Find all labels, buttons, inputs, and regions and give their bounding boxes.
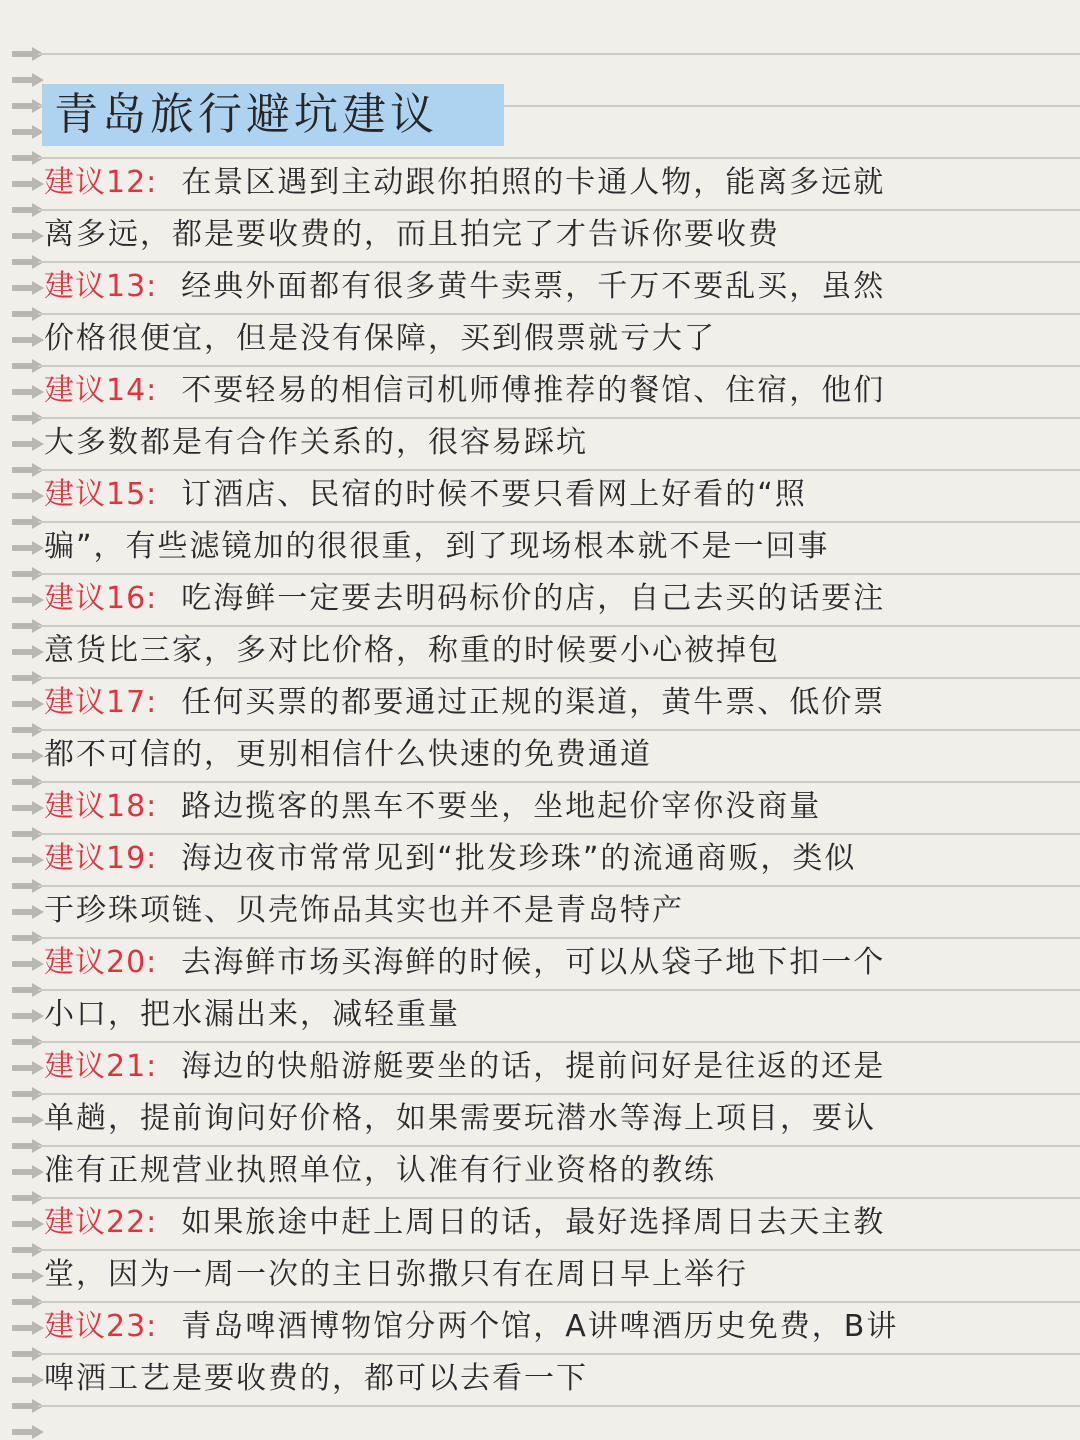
tip-text: 大多数都是有合作关系的，很容易踩坑	[44, 425, 588, 460]
tip-continuation-line	[44, 625, 780, 677]
tip-first-line	[44, 365, 885, 417]
binding-arrow-icon	[12, 1373, 46, 1387]
tip-continuation-line	[44, 1249, 748, 1301]
tip-text: 在景区遇到主动跟你拍照的卡通人物，能离多远就	[181, 165, 886, 200]
tip-text: 小口，把水漏出来，减轻重量	[44, 997, 460, 1032]
tip-text: 海边的快船游艇要坐的话，提前问好是往返的还是	[181, 1049, 886, 1084]
tip-label: 建议16:	[44, 581, 158, 616]
tip-text: 单趟，提前询问好价格，如果需要玩潜水等海上项目，要认	[44, 1101, 876, 1136]
tip-label: 建议15:	[44, 477, 158, 512]
tip-text: 意货比三家，多对比价格，称重的时候要小心被掉包	[44, 633, 780, 668]
binding-arrow-icon	[12, 73, 46, 87]
binding-arrow-icon	[12, 281, 46, 295]
tip-continuation-line	[44, 989, 460, 1041]
tip-label: 建议12:	[44, 165, 158, 200]
tip-label: 建议20:	[44, 945, 158, 980]
tip-first-line	[44, 781, 821, 833]
tip-first-line	[44, 1041, 885, 1093]
tip-label: 建议13:	[44, 269, 158, 304]
binding-arrow-icon	[12, 541, 46, 555]
tip-continuation-line	[44, 1145, 716, 1197]
tip-text: 啤酒工艺是要收费的，都可以去看一下	[44, 1361, 588, 1396]
binding-arrow-icon	[12, 437, 46, 451]
page-title: 青岛旅行避坑建议	[54, 89, 438, 140]
binding-arrow-icon	[12, 1113, 46, 1127]
tip-text: 路边揽客的黑车不要坐，坐地起价宰你没商量	[181, 789, 822, 824]
ruled-line	[38, 53, 1080, 55]
tip-text: 离多远，都是要收费的，而且拍完了才告诉你要收费	[44, 217, 780, 252]
binding-arrow-icon	[12, 1321, 46, 1335]
binding-arrow-icon	[12, 1165, 46, 1179]
tip-continuation-line	[44, 1353, 588, 1405]
tip-text: 不要轻易的相信司机师傅推荐的餐馆、住宿，他们	[181, 373, 886, 408]
tip-first-line	[44, 1301, 898, 1353]
tip-text: 青岛啤酒博物馆分两个馆，A讲啤酒历史免费，B讲	[181, 1309, 899, 1344]
tip-text: 任何买票的都要通过正规的渠道，黄牛票、低价票	[181, 685, 886, 720]
tip-text: 去海鲜市场买海鲜的时候，可以从袋子地下扣一个	[181, 945, 886, 980]
binding-arrow-icon	[12, 853, 46, 867]
tip-label: 建议14:	[44, 373, 158, 408]
tip-first-line	[44, 157, 885, 209]
ruled-line	[38, 1405, 1080, 1407]
tip-first-line	[44, 573, 885, 625]
binding-arrow-icon	[12, 125, 46, 139]
tip-text: 订酒店、民宿的时候不要只看网上好看的“照	[181, 477, 807, 512]
binding-arrow-icon	[12, 1009, 46, 1023]
tip-first-line	[44, 833, 856, 885]
tip-text: 价格很便宜，但是没有保障，买到假票就亏大了	[44, 321, 716, 356]
binding-arrow-icon	[12, 489, 46, 503]
binding-arrow-icon	[12, 645, 46, 659]
tip-text: 于珍珠项链、贝壳饰品其实也并不是青岛特产	[44, 893, 684, 928]
binding-arrow-icon	[12, 801, 46, 815]
binding-arrow-icon	[12, 957, 46, 971]
tip-first-line	[44, 677, 885, 729]
binding-arrow-icon	[12, 1061, 46, 1075]
binding-arrow-icon	[12, 177, 46, 191]
tip-first-line	[44, 469, 807, 521]
tip-continuation-line	[44, 313, 716, 365]
tip-first-line	[44, 261, 885, 313]
tip-text: 都不可信的，更别相信什么快速的免费通道	[44, 737, 652, 772]
binding-arrow-icon	[12, 1269, 46, 1283]
tip-text: 海边夜市常常见到“批发珍珠”的流通商贩，类似	[181, 841, 857, 876]
tip-text: 经典外面都有很多黄牛卖票，千万不要乱买，虽然	[181, 269, 886, 304]
tip-text: 准有正规营业执照单位，认准有行业资格的教练	[44, 1153, 716, 1188]
tip-text: 堂，因为一周一次的主日弥撒只有在周日早上举行	[44, 1257, 748, 1292]
tip-continuation-line	[44, 885, 684, 937]
binding-arrow-icon	[12, 1217, 46, 1231]
tip-label: 建议22:	[44, 1205, 158, 1240]
tip-continuation-line	[44, 1093, 876, 1145]
binding-arrow-icon	[12, 697, 46, 711]
tip-continuation-line	[44, 521, 830, 573]
binding-arrow-icon	[12, 1425, 46, 1439]
binding-arrow-icon	[12, 749, 46, 763]
tip-text: 骗”，有些滤镜加的很很重，到了现场根本就不是一回事	[44, 529, 830, 564]
tip-label: 建议19:	[44, 841, 158, 876]
tip-label: 建议18:	[44, 789, 158, 824]
tip-continuation-line	[44, 729, 652, 781]
tip-first-line	[44, 937, 885, 989]
tip-continuation-line	[44, 417, 588, 469]
tip-first-line	[44, 1197, 885, 1249]
tip-continuation-line	[44, 209, 780, 261]
tip-text: 吃海鲜一定要去明码标价的店，自己去买的话要注	[181, 581, 886, 616]
binding-arrow-icon	[12, 385, 46, 399]
binding-arrow-icon	[12, 905, 46, 919]
binding-arrow-icon	[12, 333, 46, 347]
binding-arrow-icon	[12, 593, 46, 607]
tip-text: 如果旅途中赶上周日的话，最好选择周日去天主教	[181, 1205, 886, 1240]
tip-label: 建议21:	[44, 1049, 158, 1084]
tip-label: 建议23:	[44, 1309, 158, 1344]
binding-arrow-icon	[12, 229, 46, 243]
tip-label: 建议17:	[44, 685, 158, 720]
